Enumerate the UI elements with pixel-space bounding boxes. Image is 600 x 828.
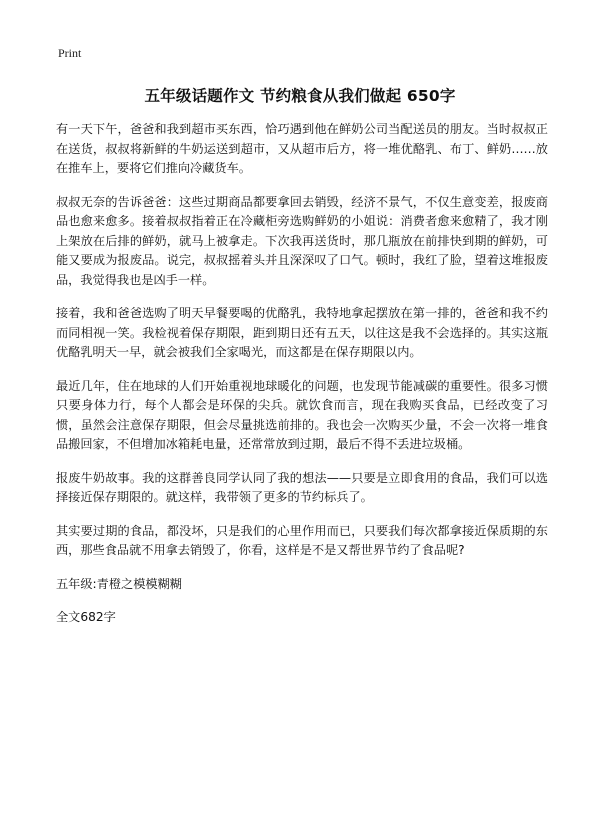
word-count: 全文682字 — [56, 610, 116, 624]
paragraph: 其实要过期的食品，都没坏，只是我们的心里作用而已，只要我们每次都拿接近保质期的东西，那些食品就不用拿去销毁了，你看，这样是不是又帮世界节约了食品呢? — [56, 523, 548, 557]
article-byline: 五年级:青橙之模模糊糊 — [56, 576, 182, 591]
article-body — [56, 120, 548, 642]
paragraph: 叔叔无奈的告诉爸爸：这些过期商品都要拿回去销毁，经济不景气，不仅生意变差，报废商品也愈来愈多。接着叔叔指着正在冷藏柜旁选购鲜奶的小姐说：消费者愈来愈精了，我才刚上架放在后排的鲜奶，就马上被拿走。下次我再送货时，那几瓶放在前排快到期的鲜奶，可能又要成为报废品。说完，叔叔摇着头并且深深叹了口气。顿时，我红了脸，望着这堆报废品，我觉得我也是凶手一样。 — [56, 194, 548, 287]
article-title: 五年级话题作文 节约粮食从我们做起 650字 — [144, 87, 456, 105]
paragraph: 最近几年，住在地球的人们开始重视地球暖化的问题，也发现节能减碳的重要性。很多习惯只要身体力行，每个人都会是环保的尖兵。就饮食而言，现在我购买食品，已经改变了习惯，虽然会注意保存期限，但会尽量挑选前排的。我也会一次购买少量，不会一次将一堆食品搬回家，不但增加冰箱耗电量，还常常放到过期，最后不得不丢进垃圾桶。 — [56, 378, 548, 451]
print-link[interactable]: Print — [58, 46, 82, 60]
paragraph: 接着，我和爸爸选购了明天早餐要喝的优酪乳，我特地拿起摆放在第一排的，爸爸和我不约而同相视一笑。我检视着保存期限，距到期日还有五天，以往这是我不会选择的。其实这瓶优酪乳明天一早，就会被我们全家喝光，而这都是在保存期限以内。 — [56, 306, 548, 359]
paragraph: 有一天下午，爸爸和我到超市买东西，恰巧遇到他在鲜奶公司当配送员的朋友。当时叔叔正在送货，叔叔将新鲜的牛奶运送到超市，又从超市后方，将一堆优酪乳、布丁、鲜奶……放在推车上，要将它们推向冷藏货车。 — [56, 122, 548, 175]
paragraph: 报废牛奶故事。我的这群善良同学认同了我的想法——只要是立即食用的食品，我们可以选择接近保存期限的。就这样，我带领了更多的节约标兵了。 — [56, 470, 548, 504]
